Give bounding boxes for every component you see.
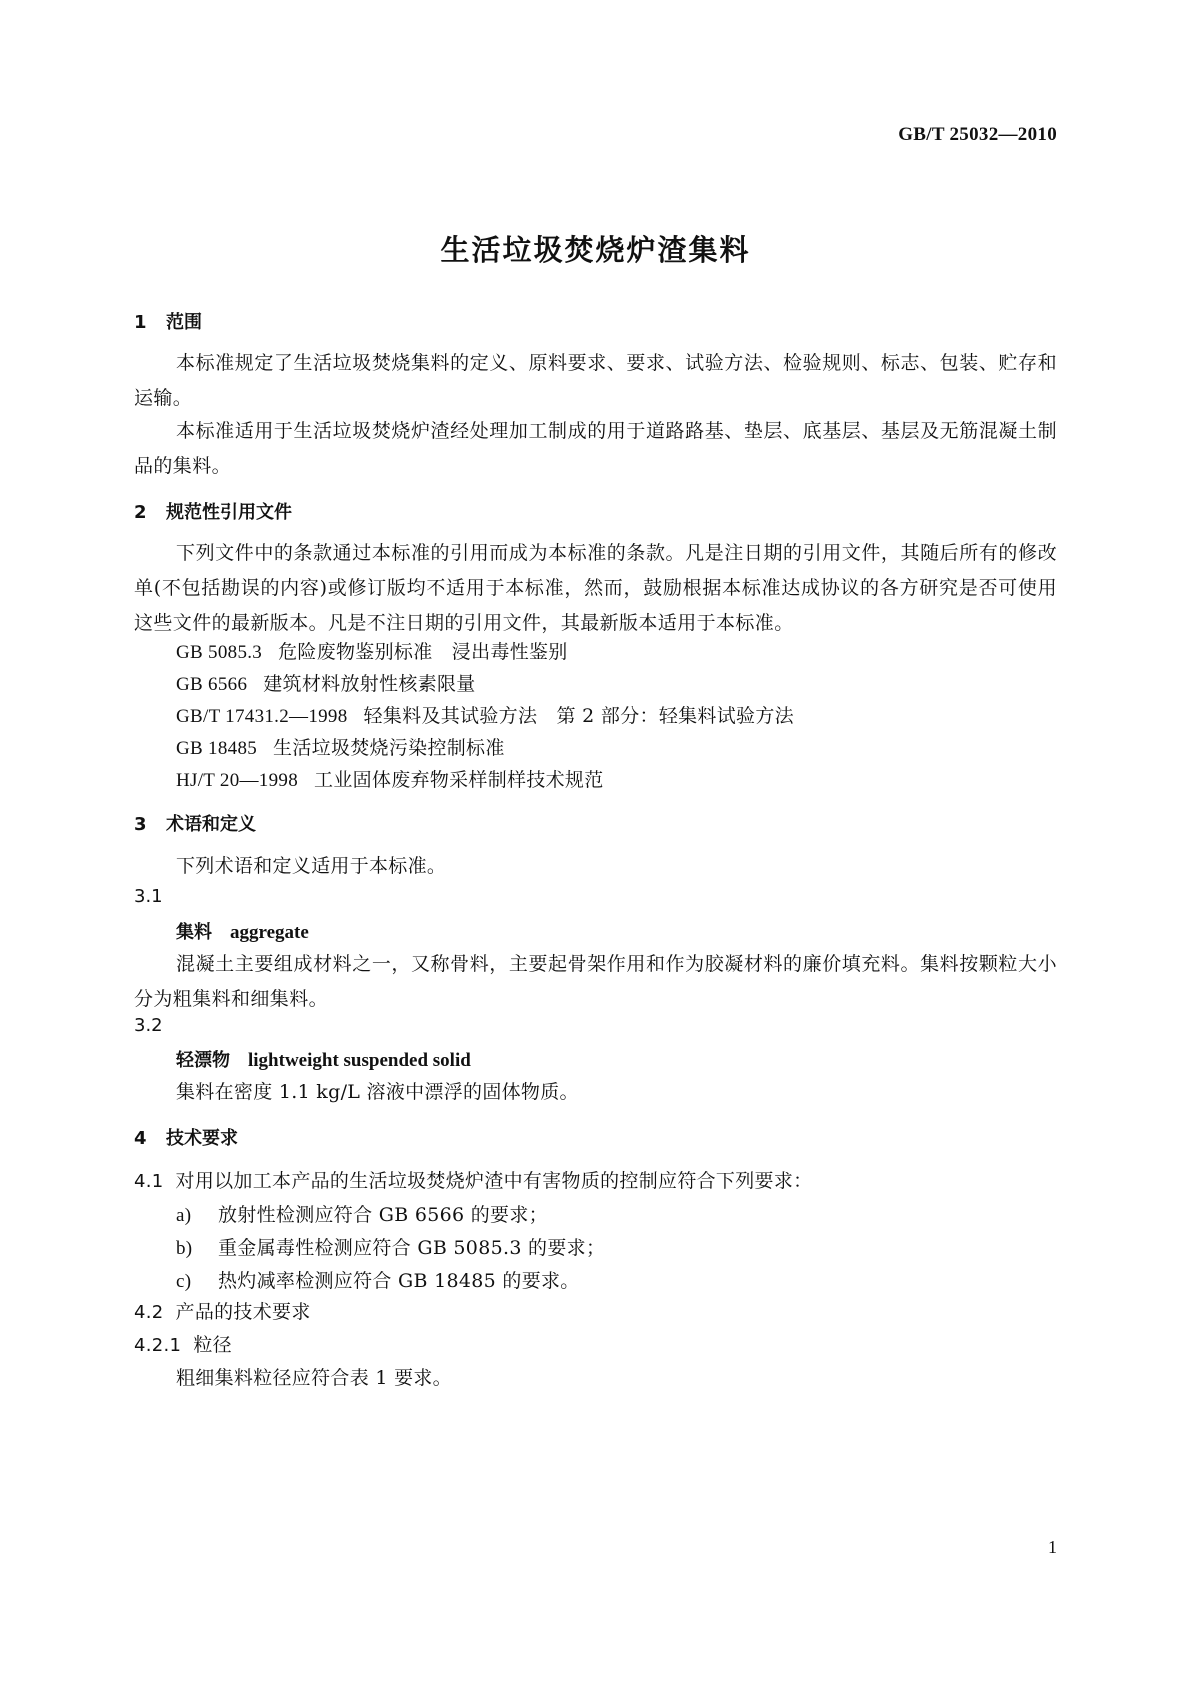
- term-heading: [176, 1046, 471, 1072]
- term-en: aggregate: [230, 922, 309, 943]
- term-number: 3.1: [134, 886, 163, 907]
- list-item-text: 热灼减率检测应符合 GB 18485 的要求。: [218, 1270, 580, 1292]
- reference-item: [176, 669, 476, 696]
- reference-item: [176, 733, 505, 760]
- clause-4-2: [134, 1297, 1057, 1324]
- term-heading: [176, 918, 309, 944]
- term-zh: 轻漂物: [176, 1050, 230, 1071]
- standard-number: GB/T 25032—2010: [898, 124, 1057, 145]
- page-number: 1: [1048, 1537, 1057, 1557]
- section-1-paragraph-2: 本标准适用于生活垃圾焚烧炉渣经处理加工制成的用于道路路基、垫层、底基层、基层及无筋混凝土制品的集料。: [134, 420, 1057, 477]
- list-item: [176, 1233, 605, 1260]
- term-en: lightweight suspended solid: [248, 1050, 471, 1071]
- term-zh: 集料: [176, 922, 212, 943]
- clause-4-2-1-body: 粗细集料粒径应符合表 1 要求。: [176, 1367, 452, 1389]
- reference-code: GB 18485: [176, 738, 258, 759]
- list-item-label: c): [176, 1271, 192, 1292]
- reference-code: GB 5085.3: [176, 642, 263, 663]
- section-title: 术语和定义: [166, 814, 256, 835]
- section-number: 4: [134, 1128, 147, 1149]
- clause-text: 粒径: [193, 1334, 232, 1356]
- reference-code: GB 6566: [176, 674, 248, 695]
- term-definition: 集料在密度 1.1 kg/L 溶液中漂浮的固体物质。: [176, 1081, 579, 1103]
- reference-name: 建筑材料放射性核素限量: [263, 673, 476, 695]
- reference-name: 轻集料及其试验方法 第 2 部分：轻集料试验方法: [363, 705, 794, 727]
- section-title: 技术要求: [166, 1128, 238, 1149]
- clause-number: 4.2.1: [134, 1335, 182, 1356]
- section-title: 范围: [166, 312, 202, 333]
- section-2-heading: [134, 498, 1057, 524]
- reference-name: 工业固体废弃物采样制样技术规范: [314, 769, 604, 791]
- reference-name: 生活垃圾焚烧污染控制标准: [273, 737, 505, 759]
- list-item-text: 重金属毒性检测应符合 GB 5085.3 的要求；: [218, 1237, 606, 1259]
- term-number: 3.2: [134, 1015, 163, 1036]
- reference-item: [176, 701, 794, 728]
- reference-code: GB/T 17431.2—1998: [176, 706, 348, 727]
- reference-code: HJ/T 20—1998: [176, 770, 299, 791]
- list-item-text: 放射性检测应符合 GB 6566 的要求；: [218, 1204, 548, 1226]
- clause-4-2-1: [134, 1330, 1057, 1357]
- term-definition: 混凝土主要组成材料之一，又称骨料，主要起骨架作用和作为胶凝材料的廉价填充料。集料按颗粒大小分为粗集料和细集料。: [134, 953, 1057, 1010]
- section-3-heading: [134, 810, 1057, 836]
- clause-number: 4.2: [134, 1302, 164, 1323]
- clause-text: 对用以加工本产品的生活垃圾焚烧炉渣中有害物质的控制应符合下列要求：: [175, 1170, 813, 1192]
- section-4-heading: [134, 1124, 1057, 1150]
- clause-text: 产品的技术要求: [175, 1301, 311, 1323]
- document-title: 生活垃圾焚烧炉渣集料: [440, 233, 751, 267]
- reference-item: [176, 637, 568, 664]
- section-1-paragraph-1: 本标准规定了生活垃圾焚烧集料的定义、原料要求、要求、试验方法、检验规则、标志、包装、贮存和运输。: [134, 352, 1057, 409]
- section-title: 规范性引用文件: [166, 502, 292, 523]
- section-number: 1: [134, 312, 147, 333]
- list-item: [176, 1200, 548, 1227]
- section-2-paragraph: 下列文件中的条款通过本标准的引用而成为本标准的条款。凡是注日期的引用文件，其随后所有的修改单(不包括勘误的内容)或修订版均不适用于本标准，然而，鼓励根据本标准达成协议的各方研究是否可使用这些文件的最新版本。凡是不注日期的引用文件，其最新版本适用于本标准。: [134, 542, 1057, 634]
- clause-number: 4.1: [134, 1171, 164, 1192]
- section-number: 3: [134, 814, 147, 835]
- reference-name: 危险废物鉴别标准 浸出毒性鉴别: [278, 641, 568, 663]
- list-item-label: b): [176, 1238, 193, 1259]
- section-1-heading: [134, 308, 1057, 334]
- reference-item: [176, 765, 604, 792]
- list-item: [176, 1266, 580, 1293]
- list-item-label: a): [176, 1205, 192, 1226]
- section-3-intro: 下列术语和定义适用于本标准。: [176, 855, 447, 877]
- section-number: 2: [134, 502, 147, 523]
- clause-4-1: [134, 1166, 1057, 1193]
